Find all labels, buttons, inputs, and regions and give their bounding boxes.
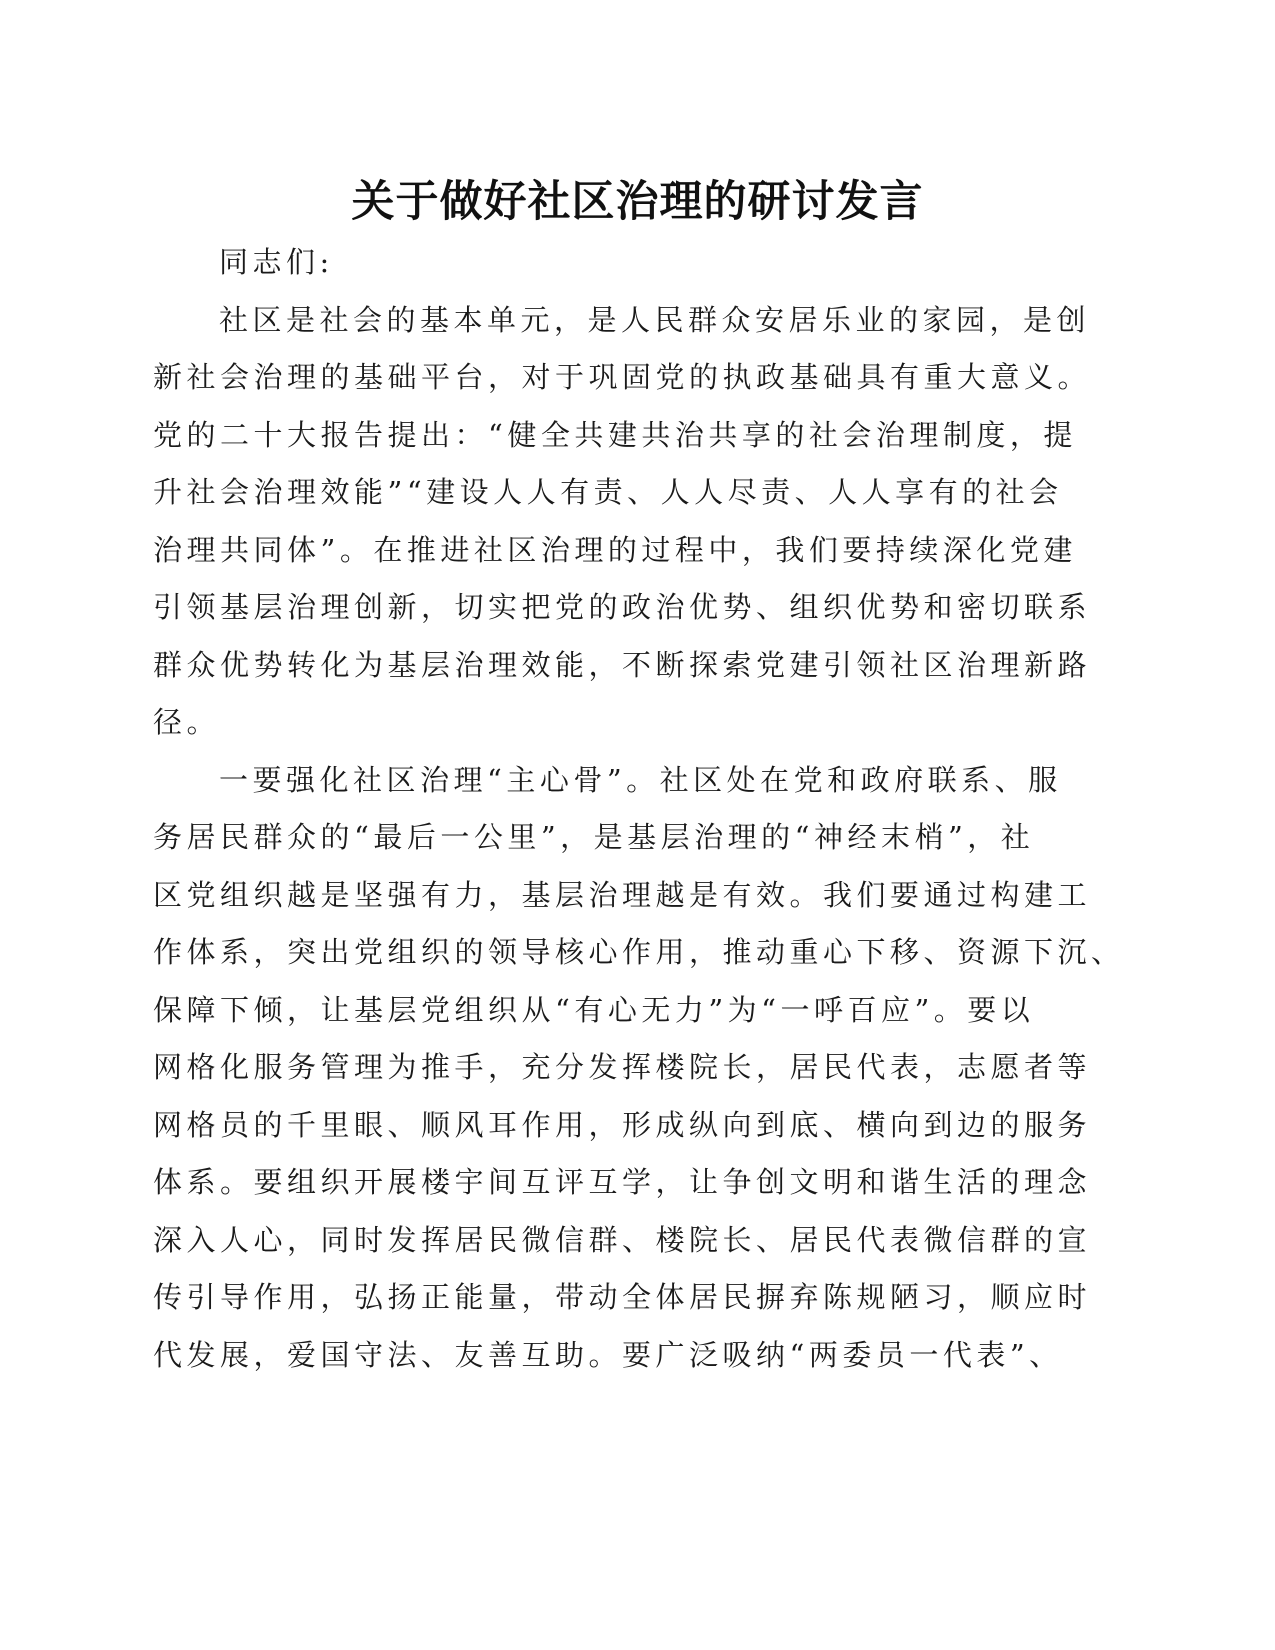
paragraph-line: 社区是社会的基本单元，是人民群众安居乐业的家园，是创 bbox=[219, 302, 1091, 337]
paragraph-line: 群众优势转化为基层治理效能，不断探索党建引领社区治理新路 bbox=[153, 647, 1092, 682]
paragraph-1 bbox=[153, 292, 1093, 752]
paragraph-line: 代发展，爱国守法、友善互助。要广泛吸纳“两委员一代表”、 bbox=[153, 1337, 1063, 1372]
paragraph-line: 体系。要组织开展楼宇间互评互学，让争创文明和谐生活的理念 bbox=[153, 1165, 1092, 1199]
paragraph-line: 深入人心，同时发挥居民微信群、楼院长、居民代表微信群的宣 bbox=[153, 1222, 1092, 1257]
paragraph-line: 治理共同体”。在推进社区治理的过程中，我们要持续深化党建 bbox=[153, 532, 1077, 567]
paragraph-line: 新社会治理的基础平台，对于巩固党的执政基础具有重大意义。 bbox=[153, 360, 1092, 394]
paragraph-line: 保障下倾，让基层党组织从“有心无力”为“一呼百应”。要以 bbox=[153, 992, 1035, 1027]
paragraph-line: 引领基层治理创新，切实把党的政治优势、组织优势和密切联系 bbox=[153, 590, 1092, 624]
paragraph-line: 党的二十大报告提出：“健全共建共治共享的社会治理制度，提 bbox=[153, 417, 1077, 452]
paragraph-line: 径。 bbox=[153, 705, 221, 739]
paragraph-line: 传引导作用，弘扬正能量，带动全体居民摒弃陈规陋习，顺应时 bbox=[153, 1280, 1092, 1314]
paragraph-line: 区党组织越是坚强有力，基层治理越是有效。我们要通过构建工 bbox=[153, 877, 1092, 912]
paragraph-line: 网格员的千里眼、顺风耳作用，形成纵向到底、横向到边的服务 bbox=[153, 1107, 1092, 1142]
paragraph-line: 网格化服务管理为推手，充分发挥楼院长，居民代表，志愿者等 bbox=[153, 1050, 1092, 1084]
document-body bbox=[153, 234, 1125, 1384]
paragraph-2 bbox=[153, 752, 1125, 1385]
paragraph-line: 升社会治理效能”“建设人人有责、人人尽责、人人享有的社会 bbox=[153, 475, 1063, 509]
paragraph-line: 一要强化社区治理“主心骨”。社区处在党和政府联系、服 bbox=[219, 762, 1062, 797]
salutation: 同志们: bbox=[219, 245, 334, 279]
document-title: 关于做好社区治理的研讨发言 bbox=[351, 177, 924, 227]
paragraph-line: 作体系，突出党组织的领导核心作用，推动重心下移、资源下沉、 bbox=[153, 935, 1125, 969]
paragraph-line: 务居民群众的“最后一公里”，是基层治理的“神经末梢”，社 bbox=[153, 820, 1035, 854]
